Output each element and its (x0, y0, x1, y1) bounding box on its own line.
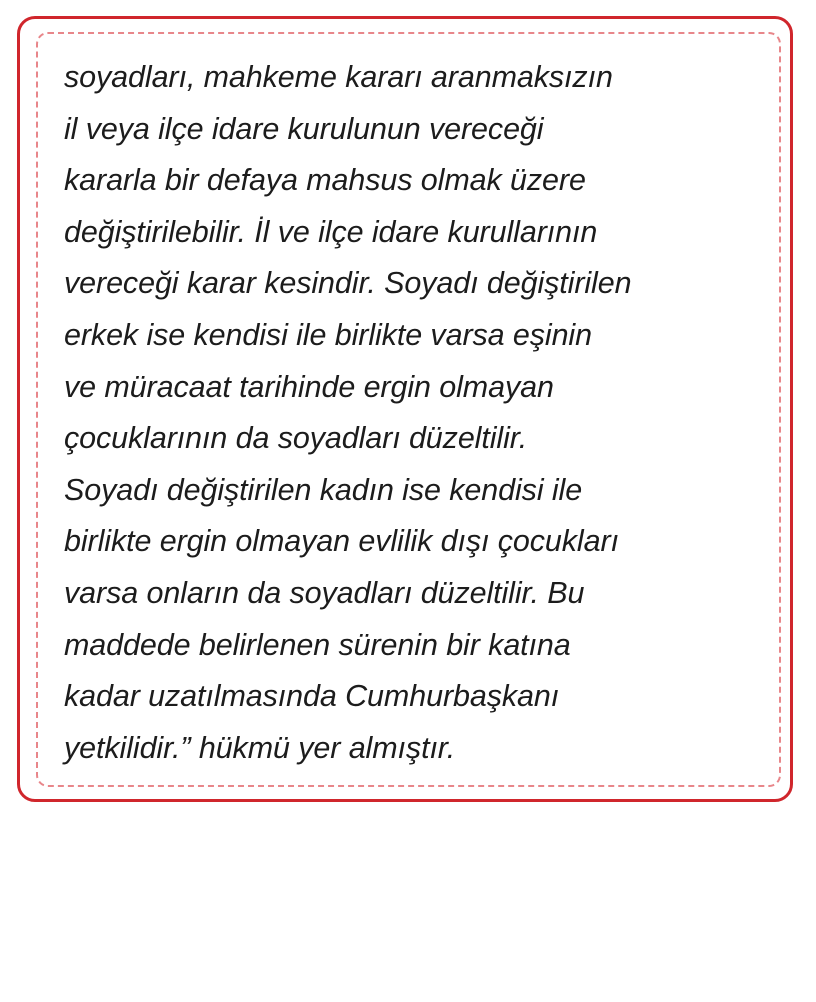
quote-line: kadar uzatılmasında Cumhurbaşkanı (64, 679, 560, 714)
quote-line: kararla bir defaya mahsus olmak üzere (64, 163, 586, 198)
quote-line: yetkilidir.” hükmü yer almıştır. (64, 730, 456, 765)
quote-line: ve müracaat tarihinde ergin olmayan (64, 369, 554, 404)
quote-line: vereceği karar kesindir. Soyadı değiştirilen (64, 266, 632, 301)
quote-line: erkek ise kendisi ile birlikte varsa eşinin (64, 317, 592, 352)
quote-line: varsa onların da soyadları düzeltilir. Bu (64, 575, 585, 610)
quote-line: birlikte ergin olmayan evlilik dışı çocukları (64, 524, 619, 559)
quote-line: değiştirilebilir. İl ve ilçe idare kurullarının (64, 214, 598, 249)
quote-line: çocuklarının da soyadları düzeltilir. (64, 421, 528, 456)
quote-text (64, 52, 774, 774)
quote-line: maddede belirlenen sürenin bir katına (64, 627, 571, 662)
quote-line: soyadları, mahkeme kararı aranmaksızın (64, 60, 613, 94)
quote-line: il veya ilçe idare kurulunun vereceği (64, 111, 544, 146)
quote-line: Soyadı değiştirilen kadın ise kendisi ile (64, 472, 583, 507)
